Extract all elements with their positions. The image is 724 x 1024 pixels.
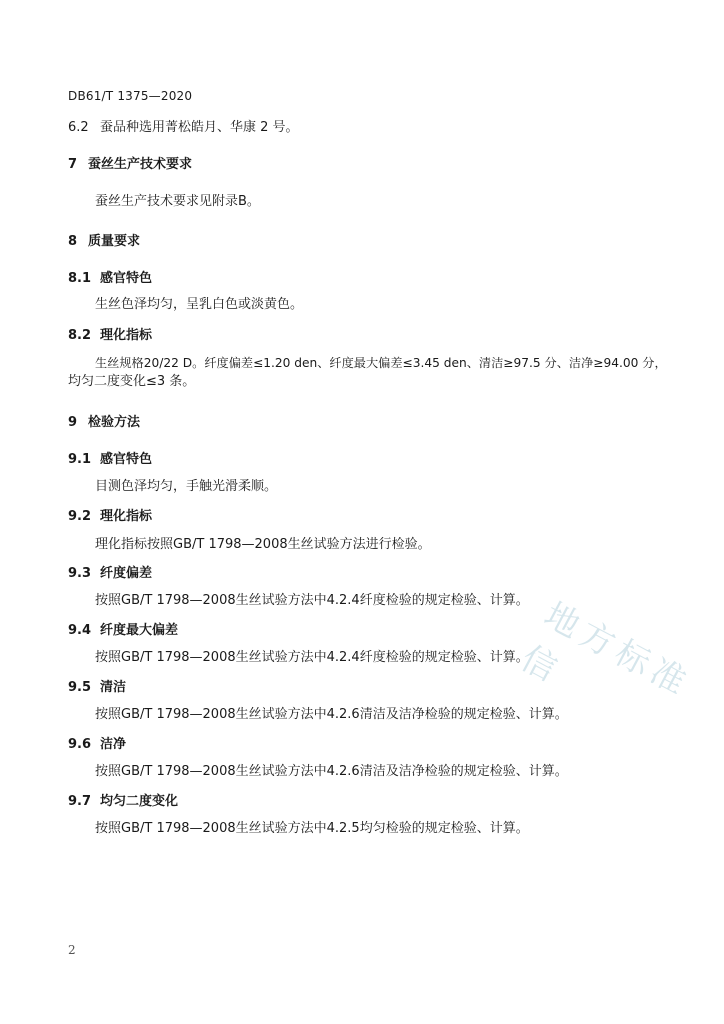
clause-title: 洁净 [100, 737, 127, 752]
clause-9-7-body: 按照GB/T 1798—2008生丝试验方法中4.2.5均匀检验的规定检验、计算。 [95, 821, 529, 836]
clause-9-4-body: 按照GB/T 1798—2008生丝试验方法中4.2.4纤度检验的规定检验、计算。 [95, 650, 529, 665]
clause-title: 理化指标 [100, 328, 153, 343]
section-title: 质量要求 [88, 234, 141, 249]
clause-number: 9.2 [68, 509, 92, 524]
clause-title: 清洁 [100, 680, 127, 695]
clause-8-2-body-line1: 生丝规格20/22 D。纤度偏差≤1.20 den、纤度最大偏差≤3.45 den、清洁≥97.5 分、洁净≥94.00 分， [95, 356, 667, 370]
clause-8-1-heading [68, 271, 152, 287]
clause-number: 9.5 [68, 680, 92, 695]
section-number: 9 [68, 415, 78, 430]
clause-8-2-body-line2: 均匀二度变化≤3 条。 [68, 374, 196, 389]
clause-number: 9.4 [68, 623, 92, 638]
clause-title: 理化指标 [100, 509, 153, 524]
section-8-heading [68, 234, 140, 250]
watermark: 地方标准信 [514, 595, 698, 706]
clause-8-2-heading [68, 328, 152, 344]
section-number: 8 [68, 234, 78, 249]
section-title: 检验方法 [88, 415, 141, 430]
clause-9-4-heading [68, 623, 178, 639]
clause-number: 8.1 [68, 271, 92, 286]
clause-6-2 [68, 120, 299, 136]
clause-9-3-body: 按照GB/T 1798—2008生丝试验方法中4.2.4纤度检验的规定检验、计算。 [95, 593, 529, 608]
section-9-heading [68, 415, 140, 431]
clause-9-5-heading [68, 680, 126, 696]
clause-9-2-heading [68, 509, 152, 525]
clause-number: 9.1 [68, 452, 92, 467]
clause-title: 感官特色 [100, 271, 153, 286]
clause-title: 感官特色 [100, 452, 153, 467]
clause-9-2-body: 理化指标按照GB/T 1798—2008生丝试验方法进行检验。 [95, 537, 431, 552]
section-title: 蚕丝生产技术要求 [88, 157, 193, 172]
clause-9-6-heading [68, 737, 126, 753]
clause-title: 纤度偏差 [100, 566, 153, 581]
clause-number: 6.2 [68, 120, 89, 135]
section-7-heading [68, 157, 192, 173]
clause-title: 纤度最大偏差 [100, 623, 179, 638]
clause-9-5-body: 按照GB/T 1798—2008生丝试验方法中4.2.6清洁及洁净检验的规定检验、计算。 [95, 707, 568, 722]
section-7-body: 蚕丝生产技术要求见附录B。 [95, 194, 260, 209]
clause-title: 均匀二度变化 [100, 794, 179, 809]
clause-9-1-heading [68, 452, 152, 468]
clause-text: 蚕品种选用菁松皓月、华康 2 号。 [100, 120, 299, 135]
clause-number: 9.3 [68, 566, 92, 581]
clause-9-7-heading [68, 794, 178, 810]
clause-number: 9.7 [68, 794, 92, 809]
clause-9-1-body: 目测色泽均匀，手触光滑柔顺。 [95, 479, 278, 494]
clause-number: 8.2 [68, 328, 92, 343]
page-number: 2 [68, 943, 76, 957]
clause-9-6-body: 按照GB/T 1798—2008生丝试验方法中4.2.6清洁及洁净检验的规定检验、计算。 [95, 764, 568, 779]
clause-9-3-heading [68, 566, 152, 582]
section-number: 7 [68, 157, 78, 172]
clause-8-1-body: 生丝色泽均匀，呈乳白色或淡黄色。 [95, 297, 304, 312]
clause-number: 9.6 [68, 737, 92, 752]
document-code: DB61/T 1375—2020 [68, 89, 193, 103]
